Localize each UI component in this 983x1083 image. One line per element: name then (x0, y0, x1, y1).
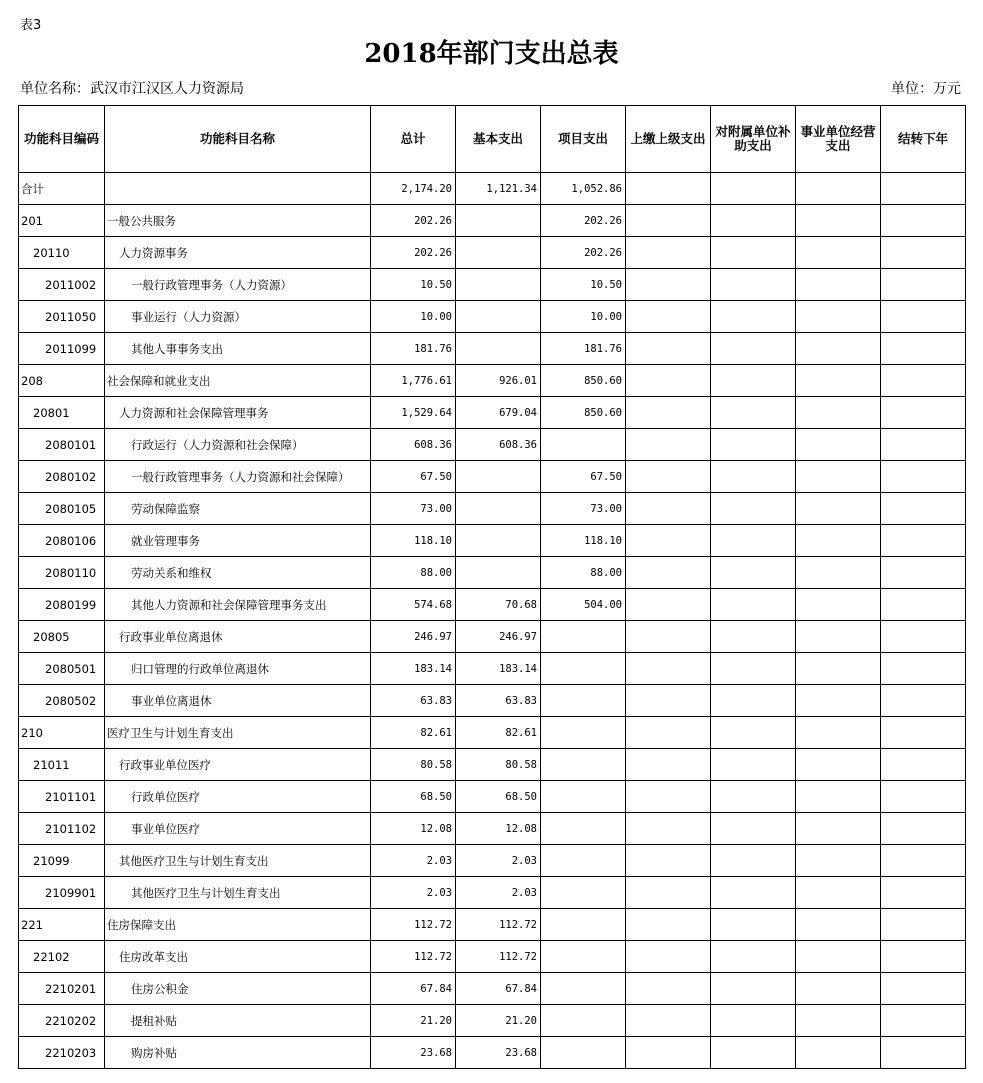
cell-code: 2109901 (19, 877, 105, 909)
cell-code: 22102 (19, 941, 105, 973)
cell-subsidy (711, 941, 796, 973)
cell-total: 246.97 (371, 621, 456, 653)
cell-upper (626, 493, 711, 525)
cell-code: 21099 (19, 845, 105, 877)
cell-code: 2080110 (19, 557, 105, 589)
cell-subsidy (711, 429, 796, 461)
cell-subsidy (711, 621, 796, 653)
cell-project: 202.26 (541, 237, 626, 269)
cell-carryover (881, 845, 966, 877)
cell-subsidy (711, 653, 796, 685)
cell-basic (456, 237, 541, 269)
cell-upper (626, 781, 711, 813)
cell-carryover (881, 397, 966, 429)
cell-business (796, 845, 881, 877)
cell-total: 10.50 (371, 269, 456, 301)
cell-project (541, 685, 626, 717)
cell-basic (456, 557, 541, 589)
cell-name: 事业单位离退休 (105, 685, 371, 717)
cell-upper (626, 845, 711, 877)
cell-project (541, 941, 626, 973)
cell-subsidy (711, 1037, 796, 1069)
cell-basic: 112.72 (456, 941, 541, 973)
cell-business (796, 621, 881, 653)
cell-upper (626, 237, 711, 269)
header-upper: 上缴上级支出 (626, 106, 711, 173)
table-body (19, 173, 966, 1069)
cell-project (541, 781, 626, 813)
cell-name: 归口管理的行政单位离退休 (105, 653, 371, 685)
cell-basic: 70.68 (456, 589, 541, 621)
cell-code: 2080199 (19, 589, 105, 621)
table-row (19, 717, 966, 749)
cell-business (796, 173, 881, 205)
cell-project: 88.00 (541, 557, 626, 589)
cell-business (796, 877, 881, 909)
cell-code: 2080101 (19, 429, 105, 461)
cell-name: 购房补贴 (105, 1037, 371, 1069)
cell-total: 82.61 (371, 717, 456, 749)
cell-carryover (881, 461, 966, 493)
cell-project: 10.50 (541, 269, 626, 301)
cell-total: 112.72 (371, 909, 456, 941)
cell-subsidy (711, 813, 796, 845)
cell-carryover (881, 621, 966, 653)
cell-subsidy (711, 589, 796, 621)
cell-subsidy (711, 717, 796, 749)
cell-basic (456, 461, 541, 493)
cell-total: 21.20 (371, 1005, 456, 1037)
table-row (19, 429, 966, 461)
cell-project (541, 717, 626, 749)
cell-business (796, 781, 881, 813)
table-row (19, 269, 966, 301)
cell-upper (626, 909, 711, 941)
cell-upper (626, 749, 711, 781)
cell-carryover (881, 429, 966, 461)
cell-code: 2101101 (19, 781, 105, 813)
cell-business (796, 685, 881, 717)
cell-upper (626, 941, 711, 973)
cell-carryover (881, 781, 966, 813)
table-row (19, 781, 966, 813)
cell-project (541, 429, 626, 461)
table-row (19, 397, 966, 429)
cell-subsidy (711, 1005, 796, 1037)
cell-project: 1,052.86 (541, 173, 626, 205)
cell-total: 2.03 (371, 845, 456, 877)
unit-name: 单位名称：武汉市江汉区人力资源局 (20, 81, 244, 97)
cell-basic: 68.50 (456, 781, 541, 813)
cell-upper (626, 173, 711, 205)
cell-business (796, 909, 881, 941)
cell-name (105, 173, 371, 205)
cell-basic: 1,121.34 (456, 173, 541, 205)
cell-code: 20805 (19, 621, 105, 653)
cell-subsidy (711, 525, 796, 557)
cell-total: 68.50 (371, 781, 456, 813)
cell-business (796, 525, 881, 557)
cell-code: 2011050 (19, 301, 105, 333)
cell-code: 2101102 (19, 813, 105, 845)
cell-carryover (881, 877, 966, 909)
table-row (19, 941, 966, 973)
table-row (19, 237, 966, 269)
cell-upper (626, 685, 711, 717)
cell-total: 183.14 (371, 653, 456, 685)
cell-carryover (881, 333, 966, 365)
cell-code: 21011 (19, 749, 105, 781)
cell-total: 67.84 (371, 973, 456, 1005)
header-business: 事业单位经营支出 (796, 106, 881, 173)
cell-name: 一般公共服务 (105, 205, 371, 237)
cell-business (796, 493, 881, 525)
cell-total: 63.83 (371, 685, 456, 717)
cell-basic (456, 269, 541, 301)
table-row (19, 685, 966, 717)
table-row (19, 813, 966, 845)
cell-total: 12.08 (371, 813, 456, 845)
cell-total: 80.58 (371, 749, 456, 781)
cell-carryover (881, 653, 966, 685)
cell-subsidy (711, 173, 796, 205)
cell-upper (626, 1005, 711, 1037)
cell-basic (456, 525, 541, 557)
cell-basic: 926.01 (456, 365, 541, 397)
header-carryover: 结转下年 (881, 106, 966, 173)
cell-subsidy (711, 557, 796, 589)
cell-carryover (881, 365, 966, 397)
cell-total: 574.68 (371, 589, 456, 621)
cell-business (796, 397, 881, 429)
cell-business (796, 813, 881, 845)
cell-upper (626, 973, 711, 1005)
cell-carryover (881, 1037, 966, 1069)
cell-carryover (881, 1005, 966, 1037)
cell-name: 其他医疗卫生与计划生育支出 (105, 877, 371, 909)
cell-code: 合计 (19, 173, 105, 205)
cell-basic: 80.58 (456, 749, 541, 781)
cell-total: 202.26 (371, 237, 456, 269)
cell-business (796, 269, 881, 301)
cell-name: 事业单位医疗 (105, 813, 371, 845)
cell-total: 202.26 (371, 205, 456, 237)
cell-code: 2080502 (19, 685, 105, 717)
cell-code: 20801 (19, 397, 105, 429)
cell-total: 1,776.61 (371, 365, 456, 397)
cell-basic: 21.20 (456, 1005, 541, 1037)
cell-name: 其他医疗卫生与计划生育支出 (105, 845, 371, 877)
cell-subsidy (711, 749, 796, 781)
header-row (19, 106, 966, 173)
cell-business (796, 653, 881, 685)
cell-upper (626, 301, 711, 333)
table-row (19, 909, 966, 941)
cell-project (541, 973, 626, 1005)
cell-total: 112.72 (371, 941, 456, 973)
cell-carryover (881, 301, 966, 333)
cell-project: 10.00 (541, 301, 626, 333)
cell-project (541, 845, 626, 877)
cell-name: 劳动保障监察 (105, 493, 371, 525)
cell-code: 2080105 (19, 493, 105, 525)
cell-name: 劳动关系和维权 (105, 557, 371, 589)
cell-subsidy (711, 781, 796, 813)
cell-carryover (881, 269, 966, 301)
cell-name: 行政运行（人力资源和社会保障） (105, 429, 371, 461)
cell-basic: 67.84 (456, 973, 541, 1005)
cell-business (796, 365, 881, 397)
cell-upper (626, 525, 711, 557)
table-row (19, 973, 966, 1005)
cell-name: 人力资源和社会保障管理事务 (105, 397, 371, 429)
cell-basic: 246.97 (456, 621, 541, 653)
cell-project (541, 1037, 626, 1069)
cell-carryover (881, 237, 966, 269)
cell-business (796, 941, 881, 973)
cell-code: 2210202 (19, 1005, 105, 1037)
cell-code: 221 (19, 909, 105, 941)
cell-basic: 23.68 (456, 1037, 541, 1069)
table-row (19, 589, 966, 621)
cell-upper (626, 589, 711, 621)
cell-name: 一般行政管理事务（人力资源和社会保障） (105, 461, 371, 493)
cell-business (796, 1037, 881, 1069)
cell-project: 67.50 (541, 461, 626, 493)
cell-project (541, 653, 626, 685)
cell-subsidy (711, 237, 796, 269)
cell-carryover (881, 589, 966, 621)
cell-project: 202.26 (541, 205, 626, 237)
cell-upper (626, 397, 711, 429)
cell-name: 行政事业单位离退休 (105, 621, 371, 653)
cell-name: 行政事业单位医疗 (105, 749, 371, 781)
cell-basic: 112.72 (456, 909, 541, 941)
cell-name: 其他人事事务支出 (105, 333, 371, 365)
cell-subsidy (711, 493, 796, 525)
cell-carryover (881, 173, 966, 205)
cell-carryover (881, 749, 966, 781)
cell-basic (456, 493, 541, 525)
cell-upper (626, 813, 711, 845)
cell-basic: 2.03 (456, 877, 541, 909)
cell-name: 住房改革支出 (105, 941, 371, 973)
cell-carryover (881, 941, 966, 973)
cell-basic (456, 205, 541, 237)
cell-subsidy (711, 365, 796, 397)
table-row (19, 365, 966, 397)
header-total: 总计 (371, 106, 456, 173)
cell-project (541, 877, 626, 909)
cell-project: 73.00 (541, 493, 626, 525)
cell-basic: 183.14 (456, 653, 541, 685)
cell-total: 118.10 (371, 525, 456, 557)
table-row (19, 301, 966, 333)
table-row (19, 525, 966, 557)
table-row (19, 557, 966, 589)
cell-basic: 679.04 (456, 397, 541, 429)
cell-upper (626, 717, 711, 749)
cell-code: 201 (19, 205, 105, 237)
cell-code: 2210201 (19, 973, 105, 1005)
table-row (19, 653, 966, 685)
table-row (19, 845, 966, 877)
table-row (19, 333, 966, 365)
header-basic: 基本支出 (456, 106, 541, 173)
cell-project (541, 1005, 626, 1037)
cell-name: 住房保障支出 (105, 909, 371, 941)
cell-carryover (881, 717, 966, 749)
cell-upper (626, 365, 711, 397)
cell-business (796, 429, 881, 461)
cell-code: 2080501 (19, 653, 105, 685)
cell-project: 850.60 (541, 397, 626, 429)
cell-upper (626, 429, 711, 461)
cell-total: 2.03 (371, 877, 456, 909)
cell-name: 事业运行（人力资源） (105, 301, 371, 333)
cell-business (796, 237, 881, 269)
cell-carryover (881, 525, 966, 557)
cell-total: 1,529.64 (371, 397, 456, 429)
cell-business (796, 333, 881, 365)
cell-business (796, 461, 881, 493)
cell-name: 一般行政管理事务（人力资源） (105, 269, 371, 301)
cell-business (796, 301, 881, 333)
header-code: 功能科目编码 (19, 106, 105, 173)
cell-subsidy (711, 301, 796, 333)
cell-basic: 63.83 (456, 685, 541, 717)
cell-carryover (881, 685, 966, 717)
cell-basic (456, 301, 541, 333)
cell-project (541, 813, 626, 845)
cell-project (541, 749, 626, 781)
cell-name: 社会保障和就业支出 (105, 365, 371, 397)
cell-upper (626, 1037, 711, 1069)
cell-carryover (881, 973, 966, 1005)
cell-upper (626, 653, 711, 685)
table-row (19, 621, 966, 653)
cell-basic: 82.61 (456, 717, 541, 749)
cell-project (541, 909, 626, 941)
cell-name: 人力资源事务 (105, 237, 371, 269)
cell-total: 88.00 (371, 557, 456, 589)
cell-business (796, 749, 881, 781)
cell-business (796, 717, 881, 749)
cell-code: 2080106 (19, 525, 105, 557)
cell-carryover (881, 909, 966, 941)
cell-subsidy (711, 397, 796, 429)
cell-upper (626, 205, 711, 237)
table-row (19, 749, 966, 781)
cell-business (796, 973, 881, 1005)
cell-project: 504.00 (541, 589, 626, 621)
cell-subsidy (711, 877, 796, 909)
cell-code: 2011099 (19, 333, 105, 365)
page-title: 2018年部门支出总表 (364, 39, 619, 69)
cell-total: 73.00 (371, 493, 456, 525)
cell-name: 行政单位医疗 (105, 781, 371, 813)
cell-subsidy (711, 205, 796, 237)
cell-name: 住房公积金 (105, 973, 371, 1005)
cell-basic (456, 333, 541, 365)
header-subsidy: 对附属单位补助支出 (711, 106, 796, 173)
cell-carryover (881, 205, 966, 237)
cell-business (796, 205, 881, 237)
cell-code: 2080102 (19, 461, 105, 493)
cell-subsidy (711, 909, 796, 941)
cell-project: 181.76 (541, 333, 626, 365)
table-row (19, 493, 966, 525)
cell-upper (626, 877, 711, 909)
cell-basic: 12.08 (456, 813, 541, 845)
cell-subsidy (711, 333, 796, 365)
cell-subsidy (711, 973, 796, 1005)
cell-business (796, 557, 881, 589)
cell-code: 208 (19, 365, 105, 397)
cell-code: 2011002 (19, 269, 105, 301)
cell-name: 提租补贴 (105, 1005, 371, 1037)
cell-code: 20110 (19, 237, 105, 269)
cell-upper (626, 269, 711, 301)
table-row (19, 461, 966, 493)
cell-name: 就业管理事务 (105, 525, 371, 557)
cell-name: 医疗卫生与计划生育支出 (105, 717, 371, 749)
table-row (19, 205, 966, 237)
table-row (19, 173, 966, 205)
table-number: 表3 (20, 18, 42, 33)
cell-total: 10.00 (371, 301, 456, 333)
cell-code: 2210203 (19, 1037, 105, 1069)
cell-total: 181.76 (371, 333, 456, 365)
cell-upper (626, 333, 711, 365)
cell-upper (626, 557, 711, 589)
cell-subsidy (711, 845, 796, 877)
cell-total: 23.68 (371, 1037, 456, 1069)
table-row (19, 877, 966, 909)
cell-project (541, 621, 626, 653)
cell-total: 608.36 (371, 429, 456, 461)
currency-unit: 单位：万元 (891, 81, 961, 97)
expenditure-table (18, 105, 966, 1069)
cell-total: 67.50 (371, 461, 456, 493)
cell-basic: 608.36 (456, 429, 541, 461)
cell-carryover (881, 557, 966, 589)
header-project: 项目支出 (541, 106, 626, 173)
cell-upper (626, 461, 711, 493)
cell-upper (626, 621, 711, 653)
cell-carryover (881, 813, 966, 845)
cell-basic: 2.03 (456, 845, 541, 877)
cell-code: 210 (19, 717, 105, 749)
cell-name: 其他人力资源和社会保障管理事务支出 (105, 589, 371, 621)
cell-subsidy (711, 685, 796, 717)
cell-subsidy (711, 461, 796, 493)
cell-business (796, 1005, 881, 1037)
table-row (19, 1005, 966, 1037)
header-name: 功能科目名称 (105, 106, 371, 173)
cell-project: 850.60 (541, 365, 626, 397)
cell-subsidy (711, 269, 796, 301)
cell-total: 2,174.20 (371, 173, 456, 205)
cell-carryover (881, 493, 966, 525)
cell-project: 118.10 (541, 525, 626, 557)
table-row (19, 1037, 966, 1069)
cell-business (796, 589, 881, 621)
